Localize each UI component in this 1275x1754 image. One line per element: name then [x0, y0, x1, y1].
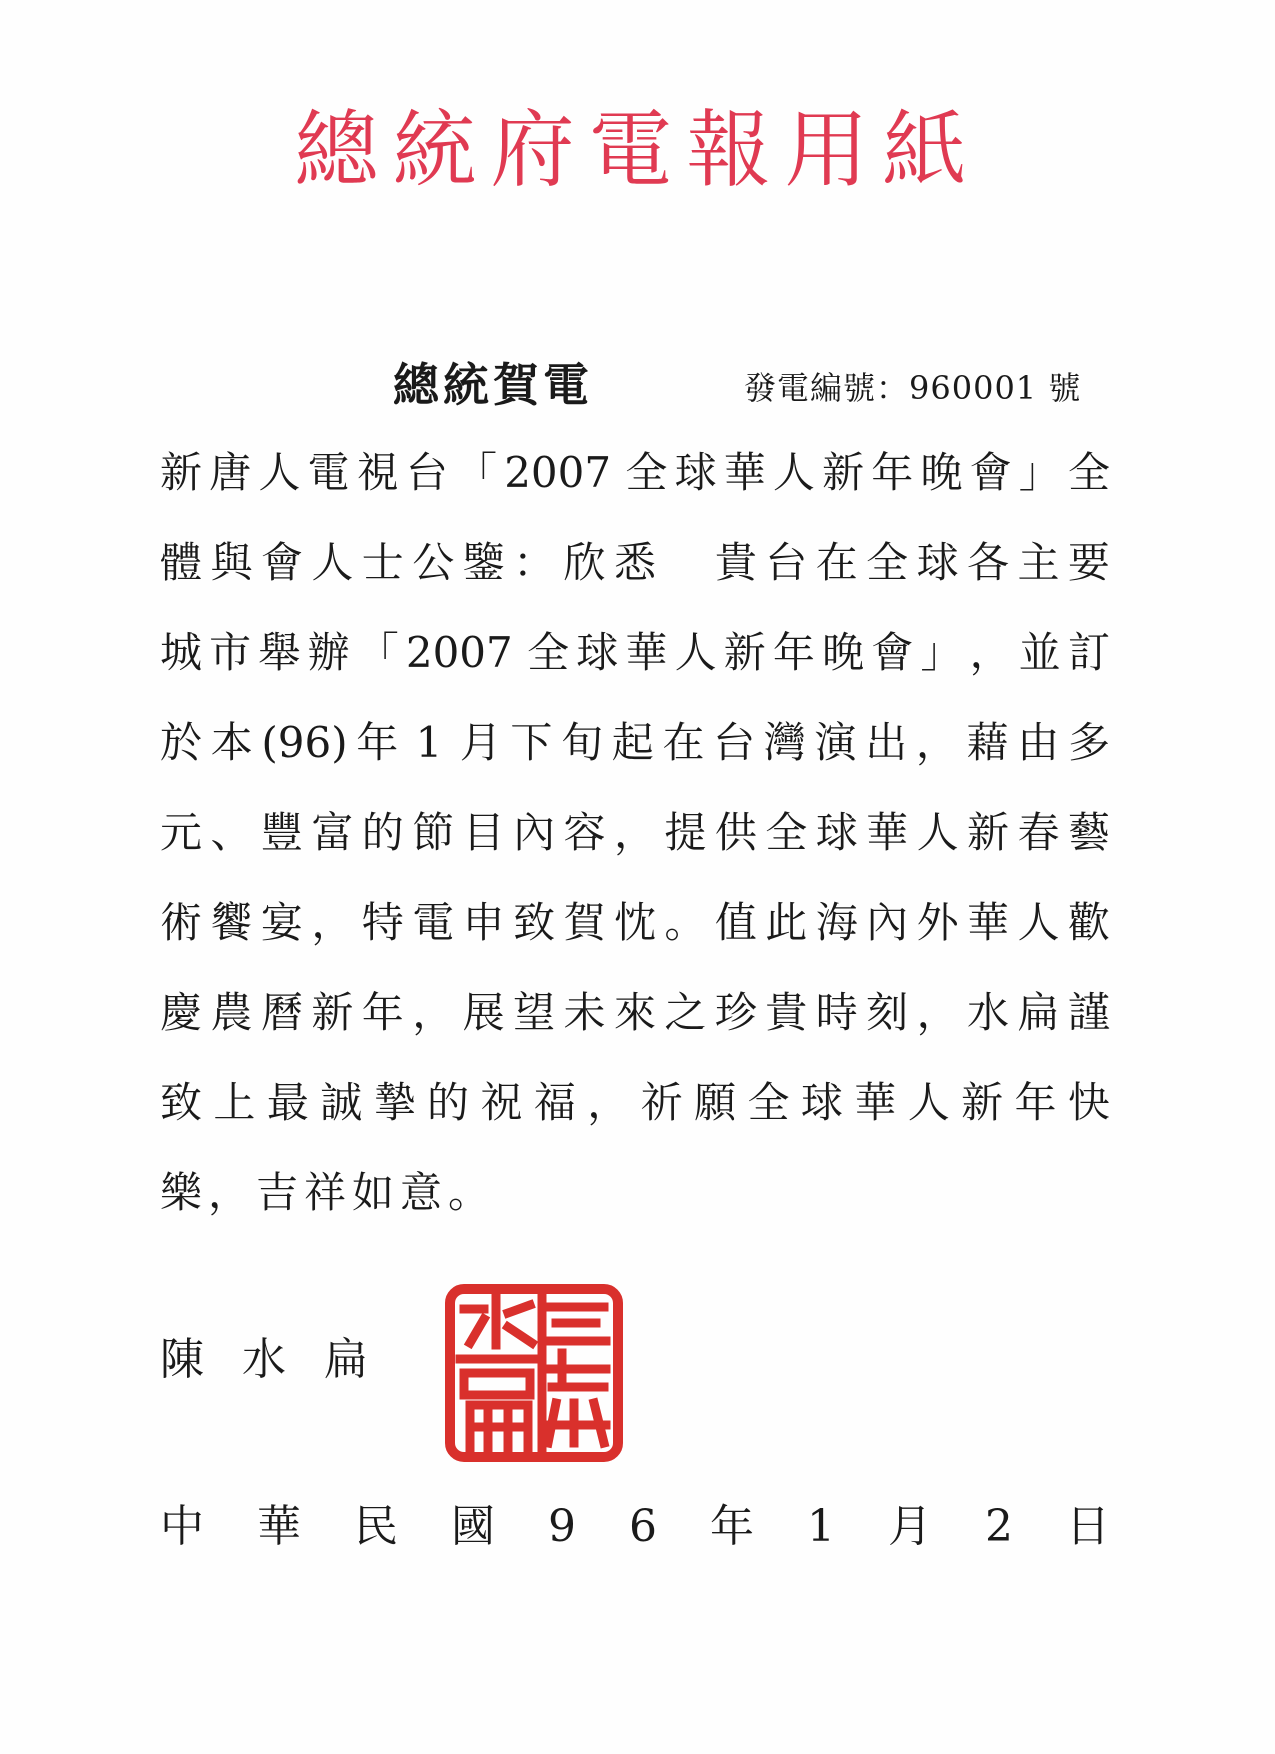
telegram-body: [160, 443, 1110, 1253]
body-char: 宴: [260, 898, 303, 947]
body-char: 要: [1067, 538, 1110, 587]
body-char: 會: [969, 448, 1012, 497]
body-char: 球: [576, 628, 619, 677]
serial-number: 發電編號：960001 號: [744, 369, 1082, 407]
body-char: 全: [765, 808, 808, 857]
body-char: 申: [462, 898, 505, 947]
body-char: 供: [714, 808, 757, 857]
body-char: 提: [664, 808, 707, 857]
body-line: 樂，吉祥如意。: [160, 1168, 497, 1217]
body-char: 華: [967, 898, 1010, 947]
date-char: 月: [888, 1501, 932, 1552]
body-char: 誠: [320, 1078, 363, 1127]
body-char: 貴: [765, 988, 808, 1037]
body-char: 士: [361, 538, 404, 587]
date-char: 2: [985, 1501, 1013, 1552]
body-char: 新: [961, 1078, 1004, 1127]
body-char: 藝: [1067, 808, 1110, 857]
body-char: 展: [462, 988, 505, 1037]
body-line: [160, 803, 1110, 893]
body-char: 市: [209, 628, 252, 677]
body-char: 華: [866, 808, 909, 857]
body-char: 訂: [1067, 628, 1110, 677]
body-char: 歡: [1067, 898, 1110, 947]
body-char: 人: [772, 448, 815, 497]
body-char: 。: [664, 898, 707, 947]
body-char: 晚: [822, 628, 865, 677]
body-char: 灣: [763, 718, 806, 767]
body-char: (96): [261, 718, 348, 767]
body-char: 全: [1067, 448, 1110, 497]
body-char: 演: [814, 718, 857, 767]
body-char: 人: [907, 1078, 950, 1127]
body-char: 球: [800, 1078, 843, 1127]
body-char: 年: [772, 628, 815, 677]
body-char: 台: [713, 718, 756, 767]
body-char: 台: [405, 448, 448, 497]
body-char: 台: [765, 538, 808, 587]
body-char: 上: [213, 1078, 256, 1127]
body-char: 賀: [563, 898, 606, 947]
body-char: 忱: [613, 898, 656, 947]
telegram-heading: 總統賀電: [393, 358, 593, 412]
date-char: 民: [354, 1501, 398, 1552]
body-char: 年: [356, 718, 399, 767]
body-char: 人: [258, 448, 301, 497]
body-char: 下: [510, 718, 553, 767]
body-line: [160, 623, 1110, 713]
body-char: 最: [266, 1078, 309, 1127]
body-char: 節: [412, 808, 455, 857]
body-char: 快: [1067, 1078, 1110, 1127]
body-char: 曆: [260, 988, 303, 1037]
body-char: 球: [916, 538, 959, 587]
body-char: 珍: [714, 988, 757, 1037]
body-char: 華: [854, 1078, 897, 1127]
body-char: 貴: [714, 538, 757, 587]
body-char: 此: [765, 898, 808, 947]
body-char: ，: [915, 718, 958, 767]
body-char: 出: [865, 718, 908, 767]
body-char: 祝: [480, 1078, 523, 1127]
body-char: ，: [311, 898, 354, 947]
body-char: 刻: [866, 988, 909, 1037]
body-char: 電: [307, 448, 350, 497]
heading-row: [0, 355, 1275, 415]
body-char: ，: [613, 808, 656, 857]
body-char: 豐: [260, 808, 303, 857]
body-char: 全: [625, 448, 668, 497]
body-char: 年: [361, 988, 404, 1037]
body-char: 人: [674, 628, 717, 677]
body-char: 」: [1018, 448, 1061, 497]
body-char: 藉: [966, 718, 1009, 767]
body-char: 球: [815, 808, 858, 857]
body-char: 「: [455, 448, 498, 497]
body-char: 祈: [640, 1078, 683, 1127]
body-char: 全: [747, 1078, 790, 1127]
body-char: ，: [412, 988, 455, 1037]
body-char: 容: [563, 808, 606, 857]
body-char: 特: [361, 898, 404, 947]
body-char: 2007: [405, 628, 513, 677]
body-char: 來: [613, 988, 656, 1037]
body-char: 體: [160, 538, 203, 587]
body-char: 於: [160, 718, 203, 767]
date-char: 年: [710, 1501, 754, 1552]
body-char: 舉: [258, 628, 301, 677]
body-line: [160, 533, 1110, 623]
body-char: 公: [412, 538, 455, 587]
body-char: 致: [513, 898, 556, 947]
body-char: 華: [625, 628, 668, 677]
body-line: [160, 1073, 1110, 1163]
body-char: 晚: [920, 448, 963, 497]
body-char: 人: [311, 538, 354, 587]
body-char: 摯: [373, 1078, 416, 1127]
body-char: 新: [822, 448, 865, 497]
body-char: ，: [969, 628, 1012, 677]
body-char: 未: [563, 988, 606, 1037]
body-char: 的: [361, 808, 404, 857]
date-char: 日: [1066, 1501, 1110, 1552]
body-char: 、: [210, 808, 253, 857]
body-char: 人: [1017, 898, 1060, 947]
body-char: 由: [1017, 718, 1060, 767]
body-char: 全: [527, 628, 570, 677]
body-char: 內: [866, 898, 909, 947]
body-char: 全: [866, 538, 909, 587]
body-char: 與: [210, 538, 253, 587]
body-char: 旬: [561, 718, 604, 767]
body-char: 新: [311, 988, 354, 1037]
body-char: 會: [260, 538, 303, 587]
body-char: 「: [356, 628, 399, 677]
body-char: 新: [160, 448, 203, 497]
body-char: 願: [694, 1078, 737, 1127]
body-char: ：: [513, 538, 556, 587]
body-char: 新: [723, 628, 766, 677]
body-char: 欣: [563, 538, 606, 587]
body-char: 的: [427, 1078, 470, 1127]
body-char: 多: [1067, 718, 1110, 767]
body-line: [160, 893, 1110, 983]
date-char: 1: [807, 1501, 835, 1552]
body-char: 春: [1017, 808, 1060, 857]
body-char: 電: [412, 898, 455, 947]
body-char: 會: [871, 628, 914, 677]
body-char: 扁: [1017, 988, 1060, 1037]
body-char: 唐: [209, 448, 252, 497]
body-char: 在: [815, 538, 858, 587]
body-char: 水: [967, 988, 1010, 1037]
date-line: [160, 1497, 1110, 1557]
body-char: ，: [587, 1078, 630, 1127]
body-char: ，: [916, 988, 959, 1037]
body-line: [160, 443, 1110, 533]
body-char: 福: [533, 1078, 576, 1127]
body-char: [664, 533, 706, 623]
personal-seal-icon: [444, 1283, 624, 1463]
body-char: 本: [210, 718, 253, 767]
date-char: 國: [451, 1501, 495, 1552]
body-line: [160, 713, 1110, 803]
body-char: 謹: [1067, 988, 1110, 1037]
body-char: 值: [714, 898, 757, 947]
body-char: 起: [611, 718, 654, 767]
body-char: 元: [160, 808, 203, 857]
date-char: 9: [548, 1501, 576, 1552]
body-char: 時: [815, 988, 858, 1037]
body-char: 富: [311, 808, 354, 857]
body-char: 視: [356, 448, 399, 497]
body-char: 農: [210, 988, 253, 1037]
body-char: 」: [920, 628, 963, 677]
body-char: 2007: [504, 448, 612, 497]
body-char: 並: [1018, 628, 1061, 677]
body-char: 術: [160, 898, 203, 947]
date-char: 中: [160, 1501, 204, 1552]
date-char: 6: [629, 1501, 657, 1552]
body-line: [160, 983, 1110, 1073]
body-char: 海: [815, 898, 858, 947]
body-char: 鑒: [462, 538, 505, 587]
body-char: 悉: [613, 538, 656, 587]
body-char: 人: [916, 808, 959, 857]
body-char: 之: [664, 988, 707, 1037]
body-char: 外: [916, 898, 959, 947]
body-char: 饗: [210, 898, 253, 947]
body-char: 華: [723, 448, 766, 497]
body-char: 辦: [307, 628, 350, 677]
body-char: 主: [1017, 538, 1060, 587]
body-char: 城: [160, 628, 203, 677]
body-char: 月: [459, 718, 502, 767]
body-char: 目: [462, 808, 505, 857]
body-char: 各: [967, 538, 1010, 587]
date-char: 華: [257, 1501, 301, 1552]
body-char: 年: [1014, 1078, 1057, 1127]
letterhead-title: 總統府電報用紙: [294, 101, 981, 199]
body-char: 球: [674, 448, 717, 497]
body-char: 年: [871, 448, 914, 497]
body-char: 內: [513, 808, 556, 857]
body-char: 在: [662, 718, 705, 767]
body-char: 新: [967, 808, 1010, 857]
signer-name: 陳水扁: [160, 1334, 406, 1385]
body-char: 致: [160, 1078, 203, 1127]
body-char: 1: [415, 718, 443, 767]
body-char: 慶: [160, 988, 203, 1037]
body-char: 望: [513, 988, 556, 1037]
